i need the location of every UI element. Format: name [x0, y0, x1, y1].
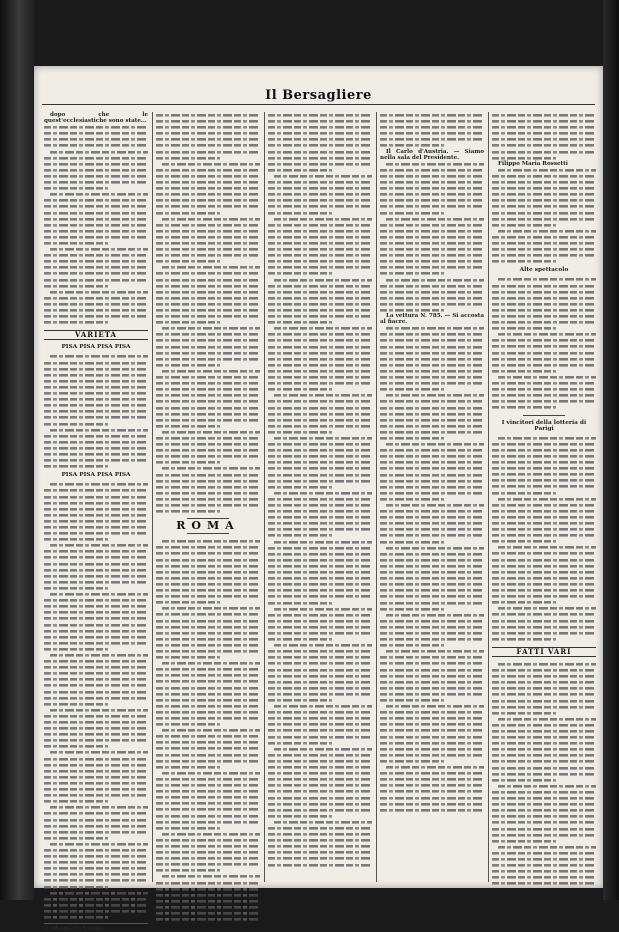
scan-binding-left	[0, 0, 34, 900]
subhead-pisa: PISA PISA PISA PISA	[61, 344, 131, 351]
column-divider-2	[264, 112, 265, 882]
column-2	[156, 112, 260, 882]
subhead-pisa-2: PISA PISA PISA PISA	[61, 472, 131, 479]
section-rule	[187, 533, 229, 534]
section-roma: ROMA	[176, 519, 240, 533]
subhead-lotteria: I vincitori della lotteria di Parigi	[501, 419, 587, 432]
column-divider-1	[152, 112, 153, 882]
column-divider-3	[376, 112, 377, 882]
subhead-spettacoli: Alte spettacolo	[519, 267, 569, 274]
column-5-lead: Filippo Maria Rossetti	[498, 160, 568, 167]
column-5	[492, 112, 596, 882]
newspaper-page	[34, 66, 603, 932]
masthead-rule	[42, 104, 595, 105]
column-divider-4	[488, 112, 489, 882]
masthead-title: Il Bersagliere	[265, 88, 372, 103]
column-4-lead: Il Carlo d'Austria. — Siamo nella sala del Presidente.	[380, 148, 484, 161]
section-fatti-vari: FATTI VARI	[492, 647, 596, 657]
scan-edge-right	[603, 0, 619, 900]
footnote: (1) Monte—(1) 5 lunno.	[44, 923, 148, 932]
column-4-lead-2: La vettura N. 785. — Si accosta al fiacre.	[380, 313, 484, 326]
column-3	[268, 112, 372, 882]
section-varieta: VARIETÀ	[44, 330, 148, 340]
column-1	[44, 112, 148, 932]
section-rule	[523, 415, 565, 416]
column-1-lead: dopo che le quest'ecclesiastiche sono state...	[44, 112, 148, 125]
column-4	[380, 112, 484, 882]
